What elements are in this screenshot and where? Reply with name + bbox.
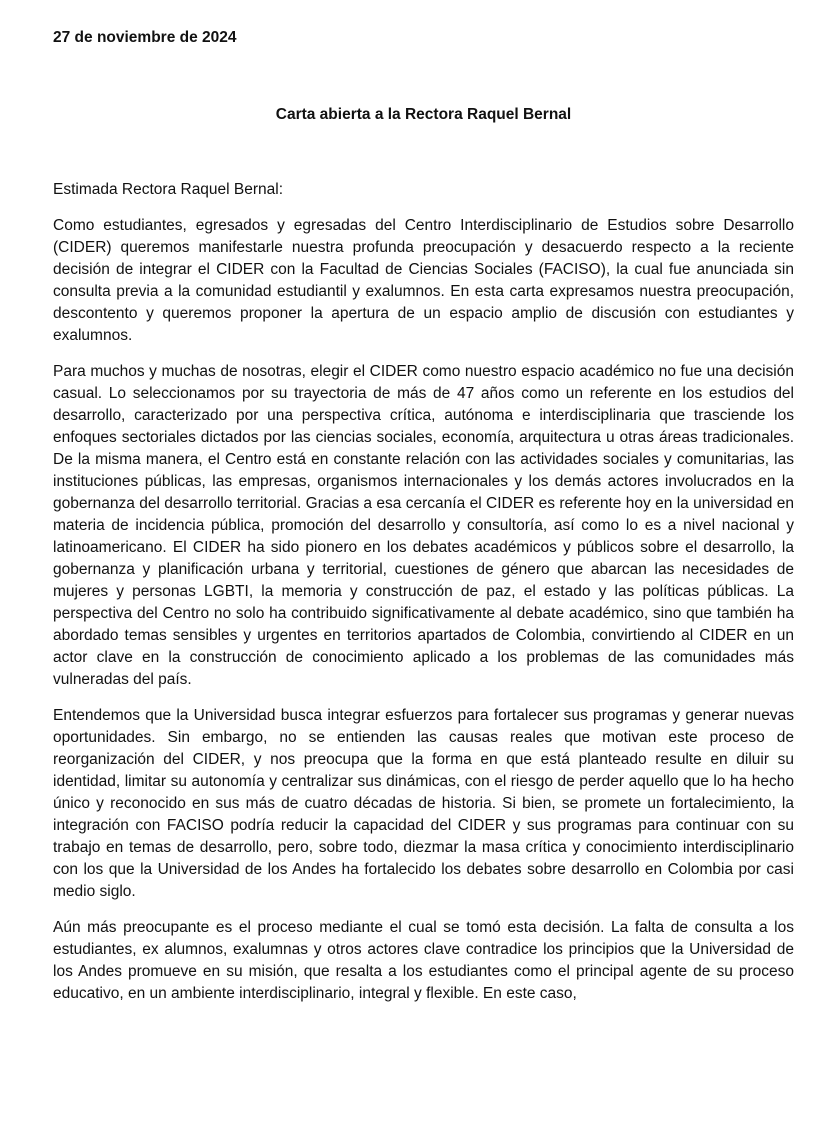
paragraph-process-concerns: Aún más preocupante es el proceso mediante el cual se tomó esta decisión. La falta de consulta a los estudiantes, ex alumnos, exalumnas y otros actores clave contradice los principios que la Universidad de los Andes promueve en su misión, que resalta a los estudiantes como el principal agente de su proceso educativo, en un ambiente interdisciplinario, integral y flexible. En este caso, — [53, 919, 794, 1002]
paragraph-integration-concerns: Entendemos que la Universidad busca integrar esfuerzos para fortalecer sus programas y generar nuevas oportunidades. Sin embargo, no se entienden las causas reales que motivan este proceso de reorganización del CIDER, y nos preocupa que la forma en que está planteado resulte en diluir su identidad, limitar su autonomía y centralizar sus dinámicas, con el riesgo de perder aquello que lo ha hecho único y reconocido en sus más de cuatro décadas de historia. Si bien, se promete un fortalecimiento, la integración con FACISO podría reducir la capacidad del CIDER y sus programas para continuar con su trabajo en temas de desarrollo, pero, sobre todo, diezmar la masa crítica y conocimiento interdisciplinario con los que la Universidad de los Andes ha fortalecido los debates sobre desarrollo en Colombia por casi medio siglo. — [53, 707, 794, 900]
letter-date: 27 de noviembre de 2024 — [53, 29, 237, 46]
letter-title: Carta abierta a la Rectora Raquel Bernal — [275, 106, 572, 123]
paragraph-cider-history: Para muchos y muchas de nosotras, elegir el CIDER como nuestro espacio académico no fue una decisión casual. Lo seleccionamos por su trayectoria de más de 47 años como un referente en los estudios del desarrollo, caracterizado por una perspectiva crítica, autónoma e interdisciplinaria que trasciende los enfoques sectoriales dictados por las ciencias sociales, economía, arquitectura u otras áreas tradicionales. De la misma manera, el Centro está en constante relación con las actividades sociales y comunitarias, las instituciones públicas, las empresas, organismos internacionales y los demás actores involucrados en la gobernanza del desarrollo territorial. Gracias a esa cercanía el CIDER es referente hoy en la universidad en materia de incidencia pública, promoción del desarrollo y consultoría, así como lo es a nivel nacional y latinoamericano. El CIDER ha sido pionero en los debates académicos y públicos sobre el desarrollo, la gobernanza y planificación urbana y territorial, cuestiones de género que abarcan las necesidades de mujeres y personas LGBTI, la memoria y construcción de paz, el estado y las políticas públicas. La perspectiva del Centro no solo ha contribuido significativamente al debate académico, sino que también ha abordado temas sensibles y urgentes en territorios apartados de Colombia, convirtiendo al CIDER en un actor clave en la construcción de conocimiento aplicado a los problemas de las comunidades más vulneradas del país. — [53, 363, 794, 688]
paragraph-intro: Como estudiantes, egresados y egresadas del Centro Interdisciplinario de Estudios sobre Desarrollo (CIDER) queremos manifestarle nuestra profunda preocupación y desacuerdo respecto a la reciente decisión de integrar el CIDER con la Facultad de Ciencias Sociales (FACISO), la cual fue anunciada sin consulta previa a la comunidad estudiantil y exalumnos. En esta carta expresamos nuestra preocupación, descontento y queremos proponer la apertura de un espacio amplio de discusión con estudiantes y exalumnos. — [53, 217, 794, 344]
letter-salutation: Estimada Rectora Raquel Bernal: — [53, 181, 284, 198]
